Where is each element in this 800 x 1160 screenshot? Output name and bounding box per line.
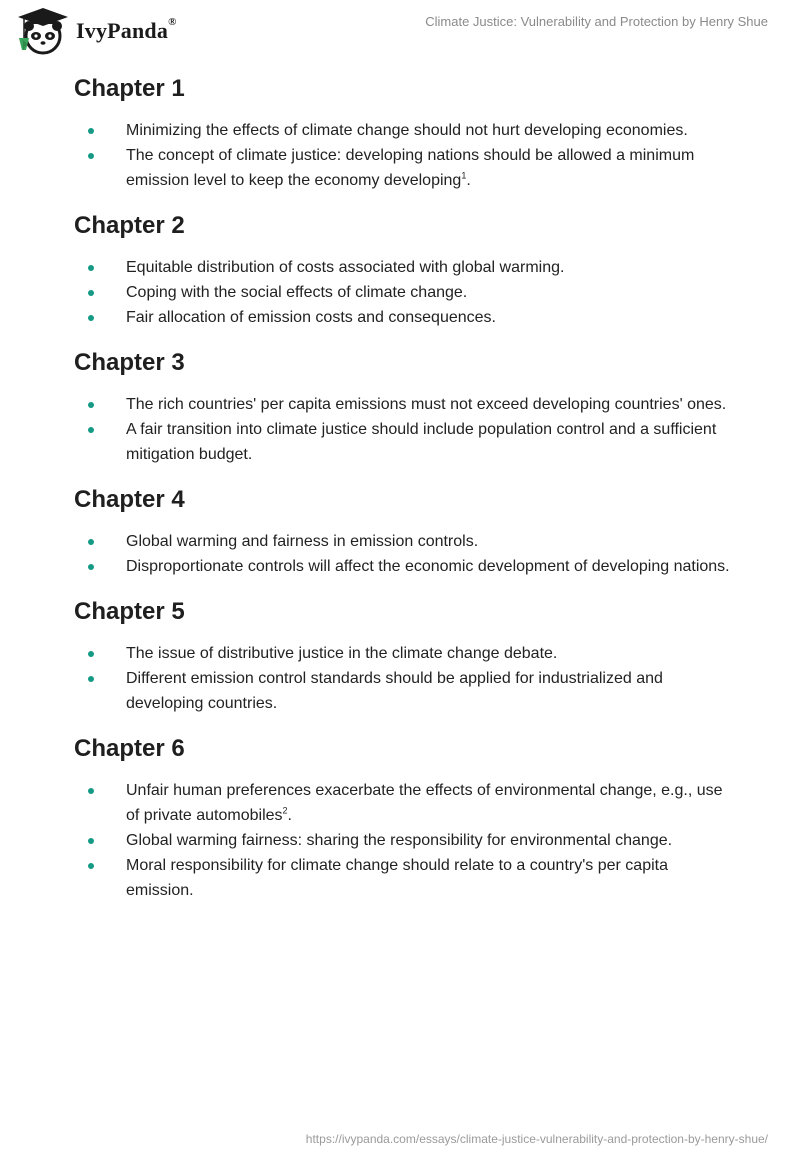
list-item <box>74 143 734 193</box>
chapter-section <box>74 72 734 193</box>
footnote-marker[interactable]: 2 <box>282 805 288 816</box>
bullet-list <box>74 118 734 193</box>
chapter-section <box>74 209 734 330</box>
list-item <box>74 417 734 467</box>
bullet-dot-icon <box>88 265 94 271</box>
chapter-section <box>74 346 734 467</box>
chapter-heading: Chapter 1 <box>74 75 185 102</box>
bullet-dot-icon <box>88 290 94 296</box>
brand-name: IvyPanda® <box>76 16 177 43</box>
bullet-dot-icon <box>88 863 94 869</box>
list-item <box>74 666 734 716</box>
list-item-text: Unfair human preferences exacerbate the effects of environmental change, e.g., use of private automobiles <box>126 782 723 824</box>
chapter-heading: Chapter 5 <box>74 598 185 625</box>
bullet-dot-icon <box>88 788 94 794</box>
chapter-heading: Chapter 3 <box>74 349 185 376</box>
list-item <box>74 641 734 666</box>
footnote-marker[interactable]: 1 <box>461 170 467 181</box>
bullet-dot-icon <box>88 651 94 657</box>
list-item-text: The rich countries' per capita emissions must not exceed developing countries' ones. <box>126 396 727 413</box>
trailing-punctuation: . <box>287 807 292 824</box>
list-item <box>74 280 734 305</box>
list-item-text: Coping with the social effects of climate change. <box>126 284 468 301</box>
list-item-text: Different emission control standards should be applied for industrialized and developing countries. <box>126 670 663 712</box>
list-item <box>74 305 734 330</box>
bullet-list <box>74 778 734 903</box>
bullet-list <box>74 641 734 716</box>
trailing-punctuation: . <box>466 172 471 189</box>
bullet-list <box>74 255 734 330</box>
list-item <box>74 853 734 903</box>
chapter-section <box>74 732 734 903</box>
chapter-heading: Chapter 2 <box>74 212 185 239</box>
list-item <box>74 778 734 828</box>
list-item-text: Minimizing the effects of climate change should not hurt developing economies. <box>126 122 688 139</box>
bullet-dot-icon <box>88 153 94 159</box>
bullet-dot-icon <box>88 676 94 682</box>
chapter-heading: Chapter 4 <box>74 486 185 513</box>
document-title: Climate Justice: Vulnerability and Protection by Henry Shue <box>425 14 768 29</box>
list-item <box>74 529 734 554</box>
list-item-text: Global warming fairness: sharing the responsibility for environmental change. <box>126 832 673 849</box>
list-item-text: The concept of climate justice: developing nations should be allowed a minimum emission level to keep the economy developing <box>126 147 695 189</box>
panda-mortarboard-icon <box>14 6 72 56</box>
bullet-dot-icon <box>88 315 94 321</box>
list-item-text: Equitable distribution of costs associated with global warming. <box>126 259 565 276</box>
bullet-dot-icon <box>88 838 94 844</box>
list-item-text: A fair transition into climate justice should include population control and a sufficient mitigation budget. <box>126 421 717 463</box>
list-item-text: Disproportionate controls will affect the economic development of developing nations. <box>126 558 730 575</box>
list-item <box>74 828 734 853</box>
chapter-section <box>74 595 734 716</box>
list-item <box>74 118 734 143</box>
page-header <box>0 0 800 60</box>
list-item <box>74 392 734 417</box>
chapter-heading: Chapter 6 <box>74 735 185 762</box>
chapter-list <box>74 72 734 919</box>
bullet-dot-icon <box>88 427 94 433</box>
bullet-dot-icon <box>88 564 94 570</box>
list-item <box>74 255 734 280</box>
list-item-text: The issue of distributive justice in the climate change debate. <box>126 645 558 662</box>
bullet-list <box>74 529 734 579</box>
source-url[interactable]: https://ivypanda.com/essays/climate-justice-vulnerability-and-protection-by-henry-shue/ <box>305 1132 768 1146</box>
brand-logo[interactable] <box>14 6 177 56</box>
bullet-dot-icon <box>88 128 94 134</box>
chapter-section <box>74 483 734 579</box>
list-item <box>74 554 734 579</box>
bullet-dot-icon <box>88 402 94 408</box>
bullet-list <box>74 392 734 467</box>
list-item-text: Global warming and fairness in emission controls. <box>126 533 479 550</box>
list-item-text: Moral responsibility for climate change should relate to a country's per capita emission. <box>126 857 668 899</box>
list-item-text: Fair allocation of emission costs and consequences. <box>126 309 496 326</box>
bullet-dot-icon <box>88 539 94 545</box>
